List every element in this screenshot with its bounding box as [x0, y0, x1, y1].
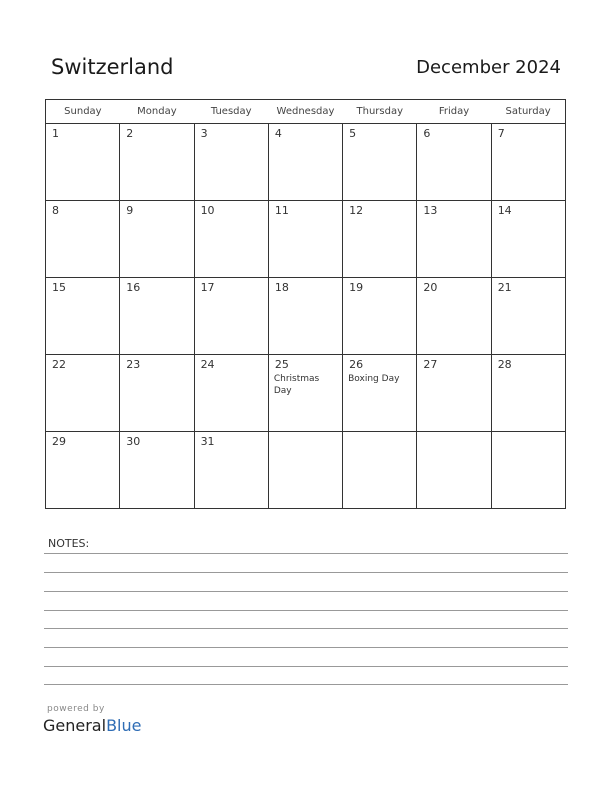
day-cell [268, 201, 342, 278]
weekday-header: Saturday [491, 100, 565, 124]
week-row [46, 355, 566, 432]
day-cell [194, 432, 268, 509]
day-cell [46, 278, 120, 355]
day-cell [343, 278, 417, 355]
day-number: 17 [200, 281, 215, 294]
day-number: 30 [126, 435, 141, 448]
day-number: 2 [126, 127, 134, 140]
day-cell [120, 278, 194, 355]
day-number: 15 [52, 281, 66, 294]
weekday-header-row [46, 100, 566, 124]
day-cell [417, 124, 491, 201]
day-number: 21 [497, 281, 512, 294]
note-line [44, 628, 568, 629]
day-number: 25 [274, 358, 289, 371]
day-cell [46, 432, 120, 509]
day-number: 18 [274, 281, 289, 294]
day-number: 26 [349, 358, 364, 371]
day-cell [268, 355, 342, 432]
logo-text-blue: Blue [106, 716, 142, 735]
day-cell [194, 124, 268, 201]
powered-by-text: powered by [47, 704, 105, 714]
holiday-label: Boxing Day [348, 374, 400, 384]
day-cell [120, 201, 194, 278]
note-line [44, 610, 568, 611]
note-line [44, 553, 568, 554]
day-number: 16 [126, 281, 141, 294]
day-cell [194, 201, 268, 278]
day-number: 24 [200, 358, 215, 371]
week-row [46, 432, 566, 509]
day-number: 31 [200, 435, 215, 448]
note-line [44, 591, 568, 592]
day-cell [491, 201, 565, 278]
day-cell [417, 355, 491, 432]
day-cell [120, 432, 194, 509]
day-cell [268, 278, 342, 355]
day-number: 1 [52, 127, 59, 140]
day-number: 9 [126, 204, 134, 217]
note-line [44, 647, 568, 648]
logo-text-general: General [43, 716, 107, 735]
day-cell [417, 201, 491, 278]
day-cell [120, 355, 194, 432]
holiday-label: Christmas Day [273, 374, 320, 396]
day-number: 12 [349, 204, 364, 217]
note-line [44, 666, 568, 667]
day-number: 13 [423, 204, 438, 217]
note-line [44, 572, 568, 573]
day-number: 29 [52, 435, 66, 448]
day-number: 7 [497, 127, 505, 140]
day-cell [120, 124, 194, 201]
day-number: 22 [52, 358, 66, 371]
day-cell [194, 355, 268, 432]
day-cell [46, 355, 120, 432]
week-row [46, 124, 566, 201]
day-number: 14 [497, 204, 512, 217]
day-number: 3 [200, 127, 208, 140]
day-cell [491, 278, 565, 355]
day-cell [491, 432, 565, 509]
day-number: 10 [200, 204, 215, 217]
weekday-header: Monday [120, 100, 194, 124]
day-number: 27 [423, 358, 438, 371]
day-cell [46, 124, 120, 201]
day-number: 5 [349, 127, 357, 140]
day-cell [417, 432, 491, 509]
weekday-header: Friday [417, 100, 491, 124]
calendar-month: December 2024 [416, 57, 561, 78]
notes-label: NOTES: [48, 537, 90, 550]
day-cell [268, 432, 342, 509]
note-line [44, 684, 568, 685]
day-cell [491, 355, 565, 432]
week-row [46, 278, 566, 355]
day-number: 8 [52, 204, 59, 217]
day-cell [268, 124, 342, 201]
weekday-header: Sunday [46, 100, 120, 124]
day-cell [46, 201, 120, 278]
day-number: 6 [423, 127, 431, 140]
weekday-header: Thursday [343, 100, 417, 124]
day-number: 4 [274, 127, 282, 140]
day-number: 19 [349, 281, 364, 294]
day-cell [343, 432, 417, 509]
generalblue-logo [43, 716, 141, 735]
day-cell [194, 278, 268, 355]
calendar-country: Switzerland [51, 55, 174, 79]
day-number: 23 [126, 358, 141, 371]
day-number: 20 [423, 281, 438, 294]
day-cell [343, 355, 417, 432]
day-cell [343, 201, 417, 278]
day-cell [491, 124, 565, 201]
day-cell [343, 124, 417, 201]
day-number: 11 [274, 204, 289, 217]
weekday-header: Tuesday [194, 100, 268, 124]
weekday-header: Wednesday [268, 100, 342, 124]
week-row [46, 201, 566, 278]
day-number: 28 [497, 358, 512, 371]
calendar-grid [45, 99, 566, 509]
day-cell [417, 278, 491, 355]
